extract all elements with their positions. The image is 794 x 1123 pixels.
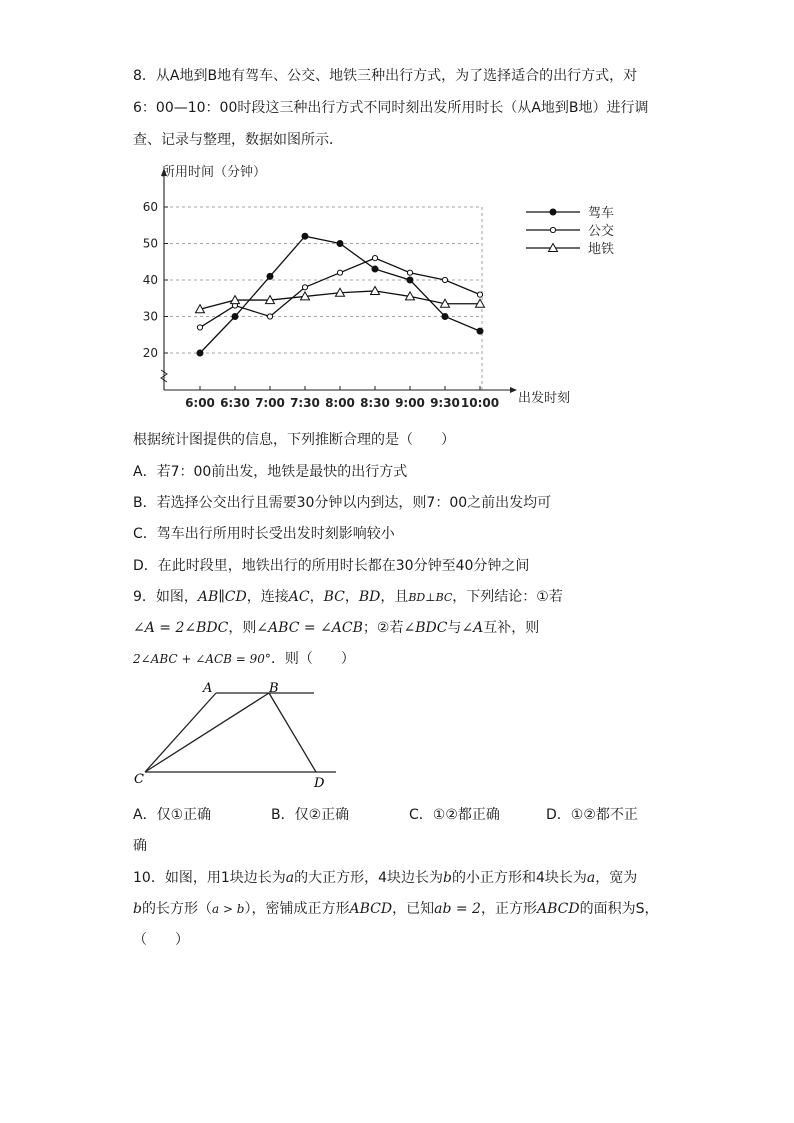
x-tick-label-5: 8:30 xyxy=(360,396,390,410)
series-2-point-5 xyxy=(371,286,380,294)
segment-bd xyxy=(269,693,316,772)
q8-option-b[interactable]: B．若选择公交出行且需要30分钟以内到达，则7：00之前出发均可 xyxy=(133,495,552,511)
y-tick-label-20: 20 xyxy=(142,346,158,360)
legend-marker-0 xyxy=(550,209,556,215)
label-a: A xyxy=(203,681,213,696)
q10-math: ABCD xyxy=(349,901,393,917)
q10-text: 10．如图，用1块边长为 xyxy=(133,870,286,886)
legend-label-1: 公交 xyxy=(588,224,615,239)
series-1-point-5 xyxy=(372,256,377,261)
y-tick-label-50: 50 xyxy=(142,236,158,251)
q10-text: 的长方形（ xyxy=(141,901,212,917)
q9-text: ，则 xyxy=(228,620,257,636)
x-tick-label-7: 9:30 xyxy=(430,396,460,410)
q9-math: ∠BDC xyxy=(403,620,448,636)
q9-math: BD xyxy=(358,589,381,605)
q9-geometry-figure xyxy=(130,676,350,796)
q9-math: AB∥CD xyxy=(197,589,247,605)
series-1-point-2 xyxy=(267,314,272,319)
q9-math: ∠A xyxy=(461,620,484,636)
q8-stem-line3: 查、记录与整理，数据如图所示． xyxy=(133,132,343,148)
series-0-point-3 xyxy=(302,233,308,239)
q10-math: b xyxy=(133,901,142,917)
q9-math: BD⊥BC xyxy=(408,591,453,604)
series-0-point-6 xyxy=(407,277,413,283)
q10-text: 的大正方形，4块边长为 xyxy=(294,870,444,886)
y-tick-label-40: 40 xyxy=(142,273,158,287)
series-1-point-0 xyxy=(197,325,202,330)
q10-math: ABCD xyxy=(536,901,580,917)
series-0-point-0 xyxy=(197,350,203,356)
q8-question: 根据统计图提供的信息，下列推断合理的是（ ） xyxy=(133,432,455,448)
series-1-point-6 xyxy=(407,270,412,275)
series-1-point-8 xyxy=(477,292,482,297)
q9-stem-line1 xyxy=(133,587,563,608)
q10-text: ，已知 xyxy=(392,901,435,917)
q9-option-d[interactable]: D．①②都不正 xyxy=(546,807,638,823)
series-0-point-1 xyxy=(232,314,238,320)
q10-math: b xyxy=(443,870,452,886)
axis-break-mark xyxy=(161,370,167,382)
legend-marker-1 xyxy=(550,227,555,232)
q10-text: ，正方形 xyxy=(480,901,537,917)
q8-stem-line2: 6：00—10：00时段这三种出行方式不同时刻出发所用时长（从A地到B地）进行调 xyxy=(133,100,649,116)
label-b: B xyxy=(269,681,279,696)
q9-text: ；②若 xyxy=(362,620,404,636)
x-tick-label-2: 7:00 xyxy=(255,396,285,410)
series-1-point-7 xyxy=(442,277,447,282)
q10-stem-line1 xyxy=(133,868,637,888)
q9-option-c[interactable]: C．①②都正确 xyxy=(409,807,500,823)
q9-text: ，且 xyxy=(380,589,409,605)
q9-text: ， xyxy=(344,589,359,605)
q9-option-b[interactable]: B．仅②正确 xyxy=(271,807,350,823)
segment-ac xyxy=(145,693,216,772)
q8-option-c[interactable]: C．驾车出行所用时长受出发时刻影响较小 xyxy=(133,526,395,542)
x-tick-label-1: 6:30 xyxy=(220,396,250,410)
x-tick-label-0: 6:00 xyxy=(185,396,215,410)
q9-text: ， xyxy=(309,589,324,605)
q8-option-a[interactable]: A．若7：00前出发，地铁是最快的出行方式 xyxy=(133,464,408,480)
q9-text: ，连接 xyxy=(246,589,289,605)
x-tick-label-4: 8:00 xyxy=(325,396,355,410)
q10-stem-line3: （ ） xyxy=(133,932,189,948)
q9-text: ．则（ ） xyxy=(270,651,355,667)
x-tick-label-8: 10:00 xyxy=(460,396,500,410)
q10-text: 的小正方形和4块长为 xyxy=(451,870,587,886)
q9-stem-line2 xyxy=(133,618,539,638)
y-tick-label-60: 60 xyxy=(142,200,158,214)
q10-stem-line2 xyxy=(133,899,658,919)
series-1-point-4 xyxy=(337,270,342,275)
q9-text: 互补，则 xyxy=(483,620,540,636)
series-0-point-4 xyxy=(337,241,343,247)
q8-stem-line1: 8．从A地到B地有驾车、公交、地铁三种出行方式，为了选择适合的出行方式，对 xyxy=(133,68,638,84)
q10-text: ，宽为 xyxy=(595,870,638,886)
x-tick-label-6: 9:00 xyxy=(395,396,425,410)
q9-math: 2∠ABC + ∠ACB = 90° xyxy=(133,652,271,666)
q10-text: ），密铺成正方形 xyxy=(244,901,350,917)
q9-option-a[interactable]: A．仅①正确 xyxy=(133,807,212,823)
q10-math: a xyxy=(285,870,295,886)
segment-bc xyxy=(145,693,269,772)
y-tick-label-30: 30 xyxy=(142,309,158,324)
q9-math: AC xyxy=(288,589,310,605)
q9-text: 与 xyxy=(447,620,462,636)
legend-label-2: 地铁 xyxy=(588,242,615,257)
series-0-point-5 xyxy=(372,266,378,272)
q9-math: ∠A = 2∠BDC xyxy=(133,620,229,636)
x-tick-label-3: 7:30 xyxy=(290,396,320,410)
series-0-point-7 xyxy=(442,314,448,320)
q9-math: ∠ABC = ∠ACB xyxy=(256,620,363,636)
travel-time-line-chart xyxy=(140,160,640,415)
q8-option-d[interactable]: D．在此时段里，地铁出行的所用时长都在30分钟至40分钟之间 xyxy=(133,558,530,574)
series-0-point-2 xyxy=(267,273,273,279)
q9-option-d-wrap: 确 xyxy=(133,838,147,854)
q10-math: ab = 2 xyxy=(434,901,481,917)
q9-stem-line3 xyxy=(133,649,355,669)
legend-label-0: 驾车 xyxy=(588,206,615,221)
q9-text: ，下列结论：①若 xyxy=(452,589,563,605)
series-0-point-8 xyxy=(477,328,483,334)
x-axis-arrow xyxy=(510,387,517,393)
q10-math: a xyxy=(586,870,596,886)
x-axis-title: 出发时刻 xyxy=(518,391,571,406)
q9-math: BC xyxy=(323,589,345,605)
series-1-point-3 xyxy=(302,285,307,290)
y-axis-title: 所用时间（分钟） xyxy=(162,165,267,180)
q10-math: a > b xyxy=(211,902,245,916)
q9-text: 9．如图， xyxy=(133,589,198,605)
q10-text: 的面积为S， xyxy=(579,901,659,917)
label-c: C xyxy=(134,772,144,787)
label-d: D xyxy=(314,776,325,791)
